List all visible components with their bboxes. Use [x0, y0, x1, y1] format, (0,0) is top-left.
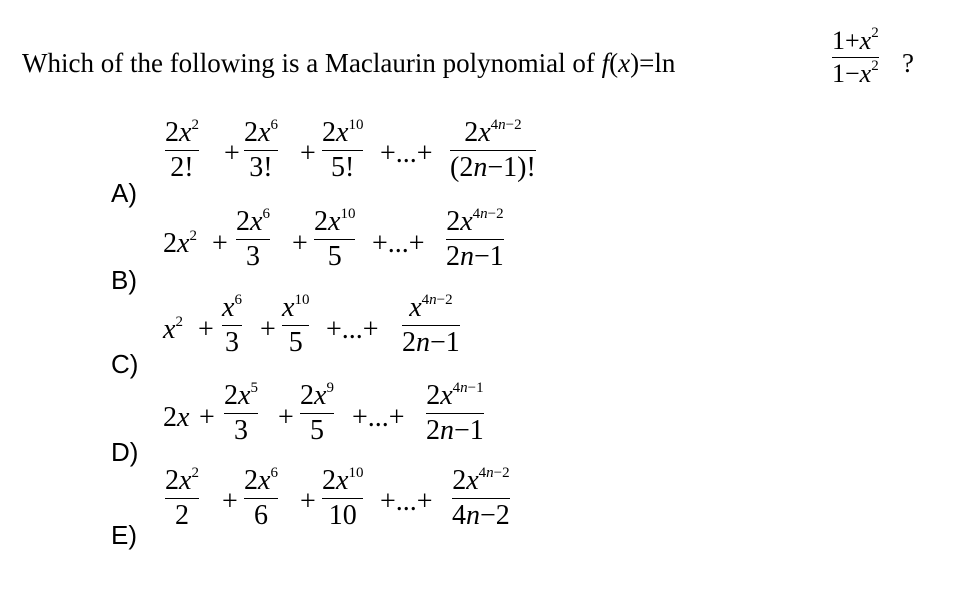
plus-sign: + [224, 138, 240, 169]
option-b-lead-term: $2x^2$ [163, 228, 197, 259]
plus-sign: + [292, 228, 308, 259]
option-d-lead-term: 2x [163, 402, 190, 433]
option-d-term-2: $2x^5$ 3 [224, 380, 258, 446]
option-b-term-n: $2x^{4n-2}$ 2n−1 [446, 206, 504, 272]
option-c-term-2: $x^6$ 3 [222, 292, 242, 358]
plus-sign: + [260, 314, 276, 345]
question-fraction: $1+x^2$ $1-x^2$ [832, 25, 879, 88]
ellipsis: +...+ [326, 314, 379, 345]
option-b-letter: B) [111, 265, 137, 295]
plus-sign: + [278, 402, 294, 433]
option-d-letter: D) [111, 437, 139, 467]
ellipsis: +...+ [380, 138, 433, 169]
option-a-term-2: $2x^6$ 3! [244, 117, 278, 183]
ellipsis: +...+ [380, 486, 433, 517]
question-text: Which of the following is a Maclaurin polynomial of f(x)=ln [22, 48, 676, 78]
plus-sign: + [300, 138, 316, 169]
plus-sign: + [212, 228, 228, 259]
plus-sign: + [222, 486, 238, 517]
option-c-term-3: $x^{10}$ 5 [282, 292, 310, 358]
option-c-lead-term: $x^2$ [163, 314, 183, 345]
option-b-term-2: $2x^6$ 3 [236, 206, 270, 272]
option-b-term-3: $2x^{10}$ 5 [314, 206, 356, 272]
option-c-term-n: $x^{4n-2}$ 2n−1 [402, 292, 460, 358]
ellipsis: +...+ [372, 228, 425, 259]
option-c-letter: C) [111, 349, 139, 379]
option-e-term-n: $2x^{4n-2}$ 4n−2 [452, 465, 510, 531]
plus-sign: + [300, 486, 316, 517]
option-a-term-3: $2x^{10}$ 5! [322, 117, 364, 183]
option-a-term-n: $2x^{4n-2}$ (2n−1)! [450, 117, 536, 183]
option-e-term-1: $2x^2$ 2 [165, 465, 199, 531]
plus-sign: + [199, 402, 215, 433]
option-e-term-2: $2x^6$ 6 [244, 465, 278, 531]
question-mark: ? [902, 48, 914, 78]
ln-symbol: ln [654, 48, 676, 78]
function-name: f [601, 48, 610, 78]
option-d-term-3: $2x^9$ 5 [300, 380, 334, 446]
option-e-term-3: $2x^{10}$ 10 [322, 465, 364, 531]
ellipsis: +...+ [352, 402, 405, 433]
plus-sign: + [198, 314, 214, 345]
option-a-letter: A) [111, 178, 137, 208]
option-e-letter: E) [111, 520, 137, 550]
option-a-term-1: $2x^2$ 2! [165, 117, 199, 183]
option-d-term-n: $2x^{4n-1}$ 2n−1 [426, 380, 484, 446]
